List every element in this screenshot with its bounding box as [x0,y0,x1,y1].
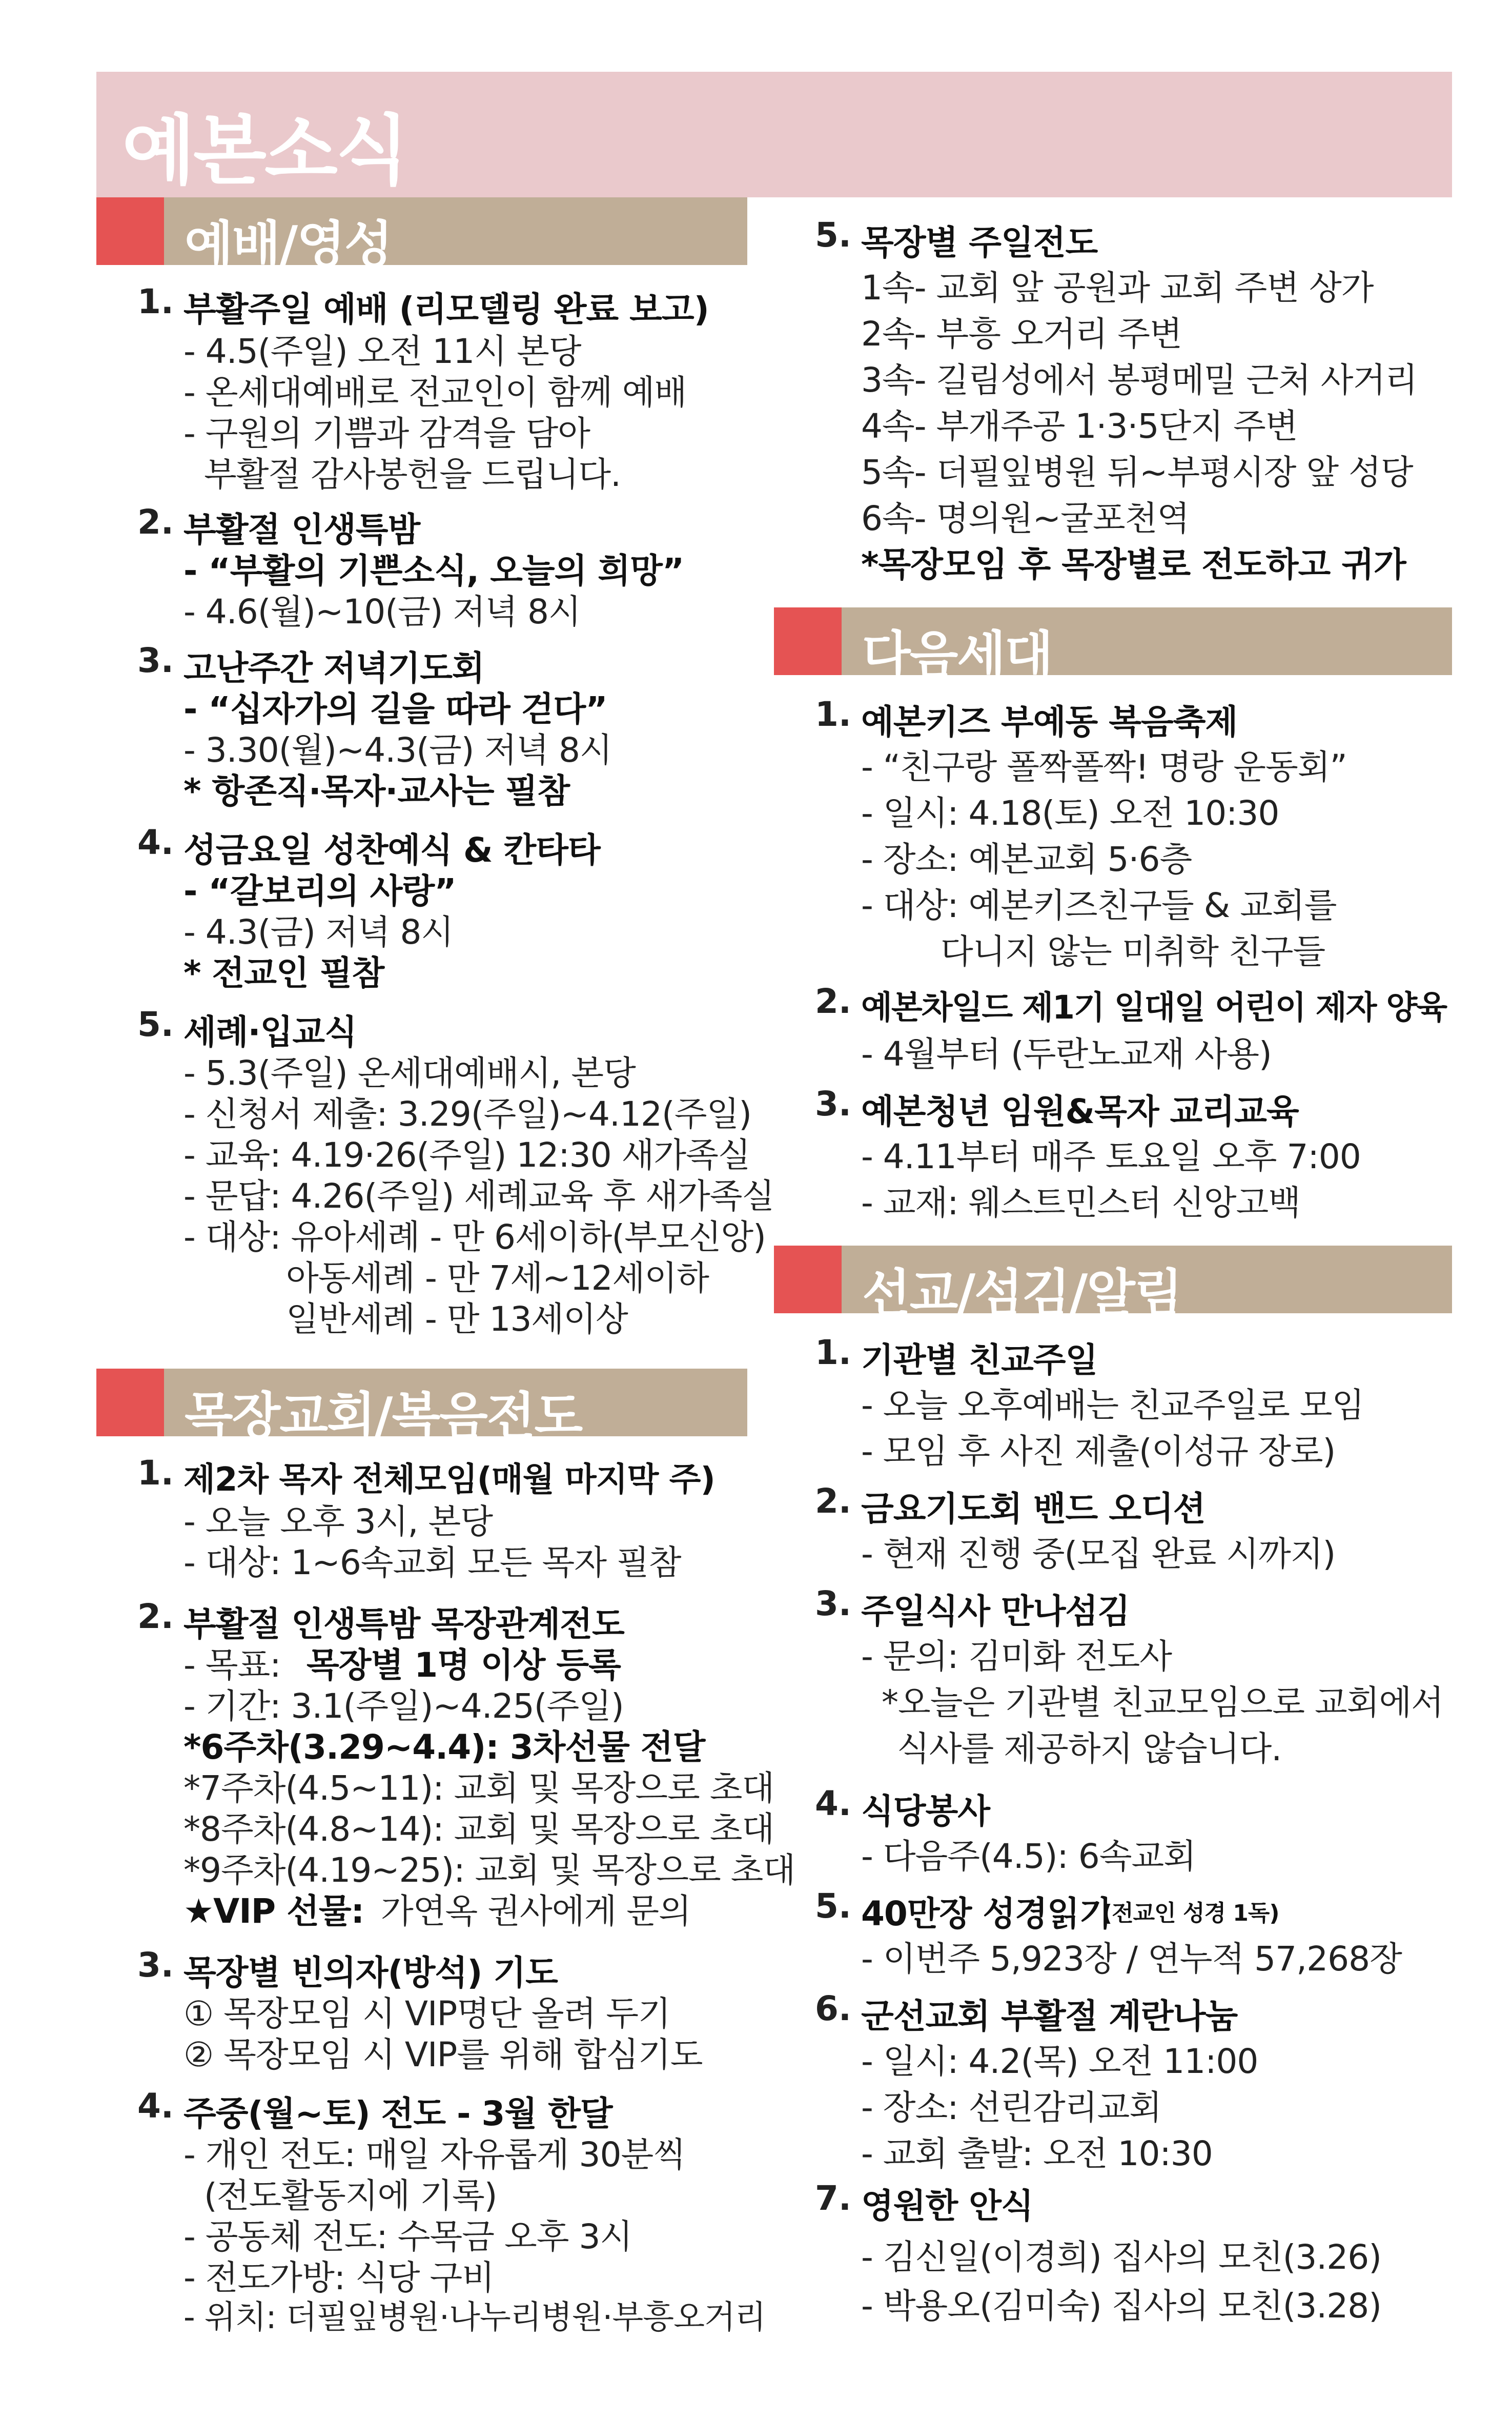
section-title: 예배/영성 [185,216,392,274]
page-title: 예본소식 [122,107,407,195]
item-number: 1. [815,695,851,734]
item-line: - 교회 출발: 오전 10:30 [861,2134,1213,2173]
item-number: 7. [815,2179,851,2218]
section-accent [774,607,842,675]
item-number: 5. [815,1886,851,1926]
item-line: - 기간: 3.1(주일)~4.25(주일) [183,1686,624,1726]
list-item [815,1886,1450,1979]
item-line: 1속- 교회 앞 공원과 교회 주변 상가 [861,268,1374,308]
item-title: 목장별 주일전도 [861,223,1098,262]
item-line: - 교재: 웨스트민스터 신앙고백 [861,1183,1301,1223]
item-number: 2. [815,1481,851,1521]
item-line: - 장소: 선린감리교회 [861,2088,1162,2127]
list-item [815,215,1450,584]
item-line: - 대상: 1~6속교회 모든 목자 필참 [183,1543,681,1582]
item-line: 목장별 1명 이상 등록 [307,1645,621,1685]
item-number: 3. [815,1084,851,1124]
item-number: 2. [815,982,851,1021]
item-title: 부활주일 예배 (리모델링 완료 보고) [183,290,709,329]
list-item [137,1453,742,1582]
item-line: - 오늘 오후 3시, 본당 [183,1502,493,1541]
item-line: - 오늘 오후예배는 친교주일로 모임 [861,1386,1364,1425]
section-title: 다음세대 [862,626,1052,684]
item-title: 예본차일드 제1기 일대일 어린이 제자 양육 [861,989,1447,1026]
item-title: 예본키즈 부예동 복음축제 [861,702,1238,742]
item-line: - 다음주(4.5): 6속교회 [861,1837,1196,1876]
list-item [815,1333,1450,1471]
item-number: 1. [815,1333,851,1372]
item-line: - 모임 후 사진 제출(이성규 장로) [861,1432,1336,1471]
list-item [137,1005,774,1339]
item-line: - 대상: 유아세례 - 만 6세이하(부모신앙) [183,1217,766,1257]
item-line: - 목표: [183,1645,281,1685]
item-line: 5속- 더필잎병원 뒤~부평시장 앞 성당 [861,453,1413,492]
item-line: - 4월부터 (두란노교재 사용) [861,1034,1272,1074]
item-number: 6. [815,1989,851,2028]
item-line: *목장모임 후 목장별로 전도하고 귀가 [861,545,1406,584]
section-header-next-generation [774,607,1452,684]
item-line: - 구원의 기쁨과 감격을 담아 [183,414,590,453]
section-bar [842,607,1452,684]
item-line: - 위치: 더필잎병원·나누리병원·부흥오거리 [183,2298,766,2336]
list-item [137,1945,742,2074]
item-line: *오늘은 기관별 친교모임으로 교회에서 [882,1683,1444,1722]
item-number: 3. [137,1945,174,1985]
item-title-note: (전교인 성경 1독) [1102,1900,1279,1926]
section-header-mission [774,1246,1452,1322]
item-line: - “갈보리의 사랑” [183,871,456,911]
item-title: 목장별 빈의자(방석) 기도 [183,1953,558,1992]
item-title: 군선교회 부활절 계란나눔 [861,1997,1238,2036]
item-line: ① 목장모임 시 VIP명단 올려 두기 [183,1994,670,2033]
item-number: 2. [137,502,174,542]
item-line: - 장소: 예본교회 5·6층 [861,840,1192,879]
section-title: 목장교회/복음전도 [185,1387,582,1446]
section-accent [774,1246,842,1313]
item-line: 다니지 않는 미취학 친구들 [941,932,1325,971]
item-line: - 4.6(월)~10(금) 저녁 8시 [183,592,581,632]
item-number: 3. [815,1584,851,1623]
item-line: - 교육: 4.19·26(주일) 12:30 새가족실 [183,1135,750,1175]
item-line: - 신청서 제출: 3.29(주일)~4.12(주일) [183,1094,751,1134]
item-line: *6주차(3.29~4.4): 3차선물 전달 [183,1727,705,1767]
item-line: - 4.11부터 매주 토요일 오후 7:00 [861,1137,1361,1176]
item-line: - 전도가방: 식당 구비 [183,2258,495,2297]
item-line: - 3.30(월)~4.3(금) 저녁 8시 [183,730,612,770]
item-number: 2. [137,1597,174,1636]
item-line: - 일시: 4.18(토) 오전 10:30 [861,793,1279,833]
item-line: (전도활동지에 기록) [204,2176,497,2215]
item-line: - 대상: 예본키즈친구들 & 교회를 [861,886,1337,925]
item-title: 영원한 안식 [861,2186,1033,2226]
item-line: - 온세대예배로 전교인이 함께 예배 [183,373,687,412]
list-item [815,1084,1450,1223]
item-number: 3. [137,641,174,680]
list-item [137,2086,766,2336]
item-line: - 박용오(김미숙) 집사의 모친(3.28) [861,2286,1382,2326]
item-line: 2속- 부흥 오거리 주변 [861,314,1182,354]
item-line: * 전교인 필참 [183,953,384,993]
item-number: 1. [137,1453,174,1493]
list-item [815,1989,1450,2173]
item-line: - 현재 진행 중(모집 완료 시까지) [861,1534,1336,1574]
list-item [815,1784,1450,1876]
section-title: 선교/섬김/알림 [862,1264,1182,1322]
item-title: 식당봉사 [861,1792,990,1831]
item-title: 40만장 성경읽기 [861,1894,1112,1933]
item-line: 부활절 감사봉헌을 드립니다. [204,455,621,494]
item-title: 주중(월~토) 전도 - 3월 한달 [183,2094,612,2133]
section-accent [96,197,164,265]
item-line: 4속- 부개주공 1·3·5단지 주변 [861,406,1298,446]
list-item [815,1481,1450,1574]
item-number: 4. [815,1784,851,1823]
item-line: 식사를 제공하지 않습니다. [897,1729,1282,1768]
list-item [137,823,742,993]
item-number: 5. [137,1005,174,1044]
item-line: - 이번주 5,923장 / 연누적 57,268장 [861,1939,1402,1979]
item-title: 금요기도회 밴드 오디션 [861,1489,1205,1529]
item-line: * 항존직·목자·교사는 필참 [183,771,570,811]
item-line: *8주차(4.8~14): 교회 및 목장으로 초대 [183,1809,774,1849]
list-item [815,1584,1450,1768]
item-line: ★VIP 선물: [183,1891,364,1931]
item-line: - 4.3(금) 저녁 8시 [183,912,454,952]
list-item [137,502,742,632]
item-number: 4. [137,2086,174,2126]
section-accent [96,1369,164,1436]
item-line: - 5.3(주일) 온세대예배시, 본당 [183,1053,636,1093]
item-title: 기관별 친교주일 [861,1340,1098,1380]
page-banner [96,72,1452,197]
section-header-worship [96,197,747,274]
item-line: - “친구랑 폴짝폴짝! 명랑 운동회” [861,747,1347,787]
item-line: 아동세례 - 만 7세~12세이하 [286,1258,709,1298]
item-title: 예본청년 임원&목자 교리교육 [861,1092,1299,1131]
item-line: 6속- 명의원~굴포천역 [861,499,1190,538]
item-number: 1. [137,282,174,321]
section-bar [164,197,747,274]
item-number: 5. [815,215,851,255]
list-item [815,2179,1450,2332]
item-line: - 문의: 김미화 전도사 [861,1637,1172,1676]
section-header-cell-church [96,1369,747,1446]
item-line: ② 목장모임 시 VIP를 위해 합심기도 [183,2035,703,2074]
item-line: - “십자가의 길을 따라 걷다” [183,689,607,729]
item-title: 제2차 목자 전체모임(매월 마지막 주) [183,1461,715,1499]
item-line: - 공동체 전도: 수목금 오후 3시 [183,2217,632,2256]
item-title: 성금요일 성찬예식 & 칸타타 [183,830,600,870]
item-line: - 문답: 4.26(주일) 세례교육 후 새가족실 [183,1176,774,1216]
list-item [815,982,1450,1074]
item-title: 세례·입교식 [183,1012,357,1052]
item-line: - 일시: 4.2(목) 오전 11:00 [861,2042,1258,2081]
item-line: 일반세례 - 만 13세이상 [286,1299,628,1339]
item-line: *9주차(4.19~25): 교회 및 목장으로 초대 [183,1850,795,1890]
list-item [137,282,742,494]
item-line: 3속- 길림성에서 봉평메밀 근처 사거리 [861,360,1418,400]
item-line: 가연옥 권사에게 문의 [381,1891,691,1931]
item-title: 부활절 인생특밤 목장관계전도 [183,1604,624,1644]
list-item [815,695,1450,971]
item-line: - 4.5(주일) 오전 11시 본당 [183,332,581,371]
item-title: 부활절 인생특밤 [183,510,420,549]
item-line: - 개인 전도: 매일 자유롭게 30분씩 [183,2135,686,2174]
item-title: 고난주간 저녁기도회 [183,648,484,688]
item-line: *7주차(4.5~11): 교회 및 목장으로 초대 [183,1768,774,1808]
list-item [137,641,742,811]
item-line: - 김신일(이경희) 집사의 모친(3.26) [861,2237,1382,2277]
item-title: 주일식사 만나섬김 [861,1592,1130,1631]
item-number: 4. [137,823,174,862]
section-bar [164,1369,747,1446]
item-line: - “부활의 기쁜소식, 오늘의 희망” [183,551,684,591]
list-item [137,1597,795,1931]
section-bar [842,1246,1452,1322]
